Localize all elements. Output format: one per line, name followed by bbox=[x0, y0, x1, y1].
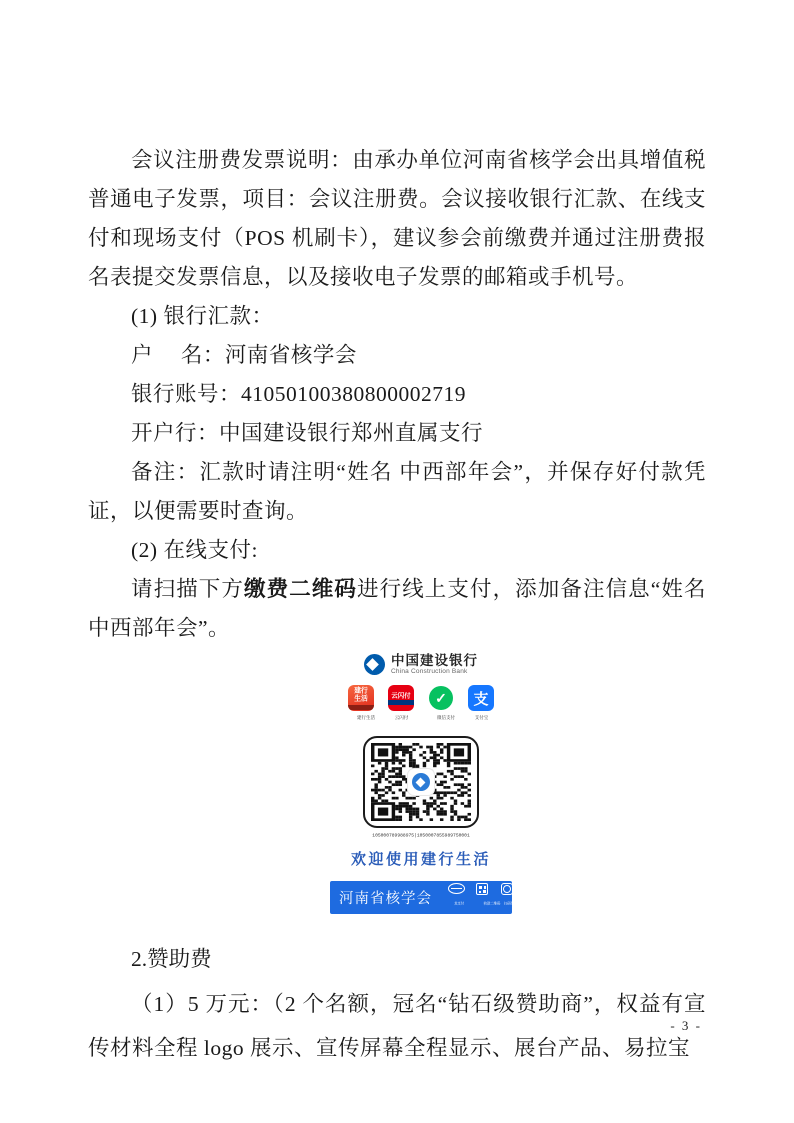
payment-qr-card bbox=[330, 643, 515, 914]
wechat-pay-check-icon: ✓ bbox=[429, 686, 453, 710]
ccb-life-icon bbox=[348, 685, 374, 711]
bank-transfer-item-label: (1) 银行汇款： bbox=[131, 304, 274, 328]
banner-icon-qr: 收款二维码 bbox=[472, 882, 491, 914]
invoice-instructions-paragraph: 会议注册费发票说明：由承办单位河南省核学会出具增值税普通电子发票，项目：会议注册费。会议接收银行汇款、在线支付和现场支付（POS 机刷卡），建议参会前缴费并通过注册费报名表提交发票信息，以及接收电子发票的邮箱或手机号。 bbox=[88, 148, 706, 289]
payment-app-ccb-life bbox=[348, 685, 374, 729]
alipay-label: 支付宝 bbox=[474, 715, 489, 720]
wechat-pay-label: 微信支付 bbox=[437, 715, 456, 720]
page-number: - 3 - bbox=[670, 1018, 702, 1033]
banner-icon-scan: 扫码付 bbox=[497, 882, 516, 914]
ccb-bank-name-cn: 中国建设银行 bbox=[391, 653, 478, 668]
banner-icons bbox=[447, 882, 516, 914]
payment-app-alipay bbox=[468, 685, 494, 729]
ccb-life-icon-text-top: 建行 bbox=[354, 686, 368, 694]
online-payment-item-label: (2) 在线支付: bbox=[131, 538, 258, 562]
scan-instruction-pre: 请扫描下方 bbox=[131, 577, 244, 601]
payment-app-unionpay bbox=[388, 685, 414, 729]
payment-apps-row bbox=[330, 685, 512, 729]
qr-code-frame bbox=[363, 736, 479, 828]
document-content bbox=[88, 141, 706, 1070]
unionpay-icon-band bbox=[388, 700, 414, 705]
merchant-name: 河南省核学会 bbox=[339, 891, 432, 907]
scan-icon bbox=[501, 883, 513, 895]
ccb-life-label: 建行生活 bbox=[357, 715, 376, 720]
unionpay-icon bbox=[388, 685, 414, 711]
alipay-icon: 支 bbox=[468, 685, 494, 711]
ccb-bank-name bbox=[391, 653, 478, 676]
longpay-icon bbox=[448, 883, 465, 894]
remark-paragraph: 备注：汇款时请注明“姓名 中西部年会”，并保存好付款凭证，以便需要时查询。 bbox=[88, 460, 706, 523]
merchant-banner bbox=[330, 881, 515, 914]
unionpay-label: 云闪付 bbox=[394, 715, 409, 720]
ccb-life-icon-band bbox=[348, 705, 374, 710]
banner-icon-longpay: 龙支付 bbox=[447, 882, 466, 914]
wechat-pay-icon bbox=[428, 685, 454, 711]
bank-branch-line: 开户行：中国建设银行郑州直属支行 bbox=[131, 421, 484, 445]
scan-instruction-paragraph bbox=[88, 570, 706, 648]
ccb-bank-name-en: China Construction Bank bbox=[391, 668, 468, 675]
account-number-label: 银行账号： bbox=[131, 382, 242, 406]
account-number-line bbox=[88, 375, 706, 414]
qr-center-bank-logo-icon bbox=[408, 769, 434, 795]
unionpay-icon-text: 云闪付 bbox=[391, 691, 411, 700]
scan-instruction-post: 进行线上支付，添加备注信息“姓名中西部年会”。 bbox=[88, 577, 706, 640]
ccb-life-icon-text-bottom: 生活 bbox=[354, 694, 368, 702]
account-number-value: 41050100380800002719 bbox=[241, 382, 467, 406]
welcome-slogan: 欢迎使用建行生活 bbox=[350, 851, 491, 868]
sponsor-tier-paragraph: （1）5 万元：（2 个名额，冠名“钻石级赞助商”，权益有宣传材料全程 logo 展示、宣传屏幕全程显示、展台产品、易拉宝 bbox=[88, 992, 706, 1060]
mini-qr-icon bbox=[476, 883, 488, 895]
payment-app-wechat bbox=[428, 685, 454, 729]
qr-merchant-code-number: 105000789988975|1050007855989750001 bbox=[372, 833, 470, 839]
sponsor-section-heading: 2.赞助费 bbox=[131, 947, 212, 971]
payment-qr-keyword: 缴费二维码 bbox=[244, 577, 357, 601]
ccb-bank-logo-icon bbox=[364, 654, 385, 675]
ccb-logo-row bbox=[330, 643, 512, 676]
account-name-line: 户 名：河南省核学会 bbox=[131, 343, 357, 367]
